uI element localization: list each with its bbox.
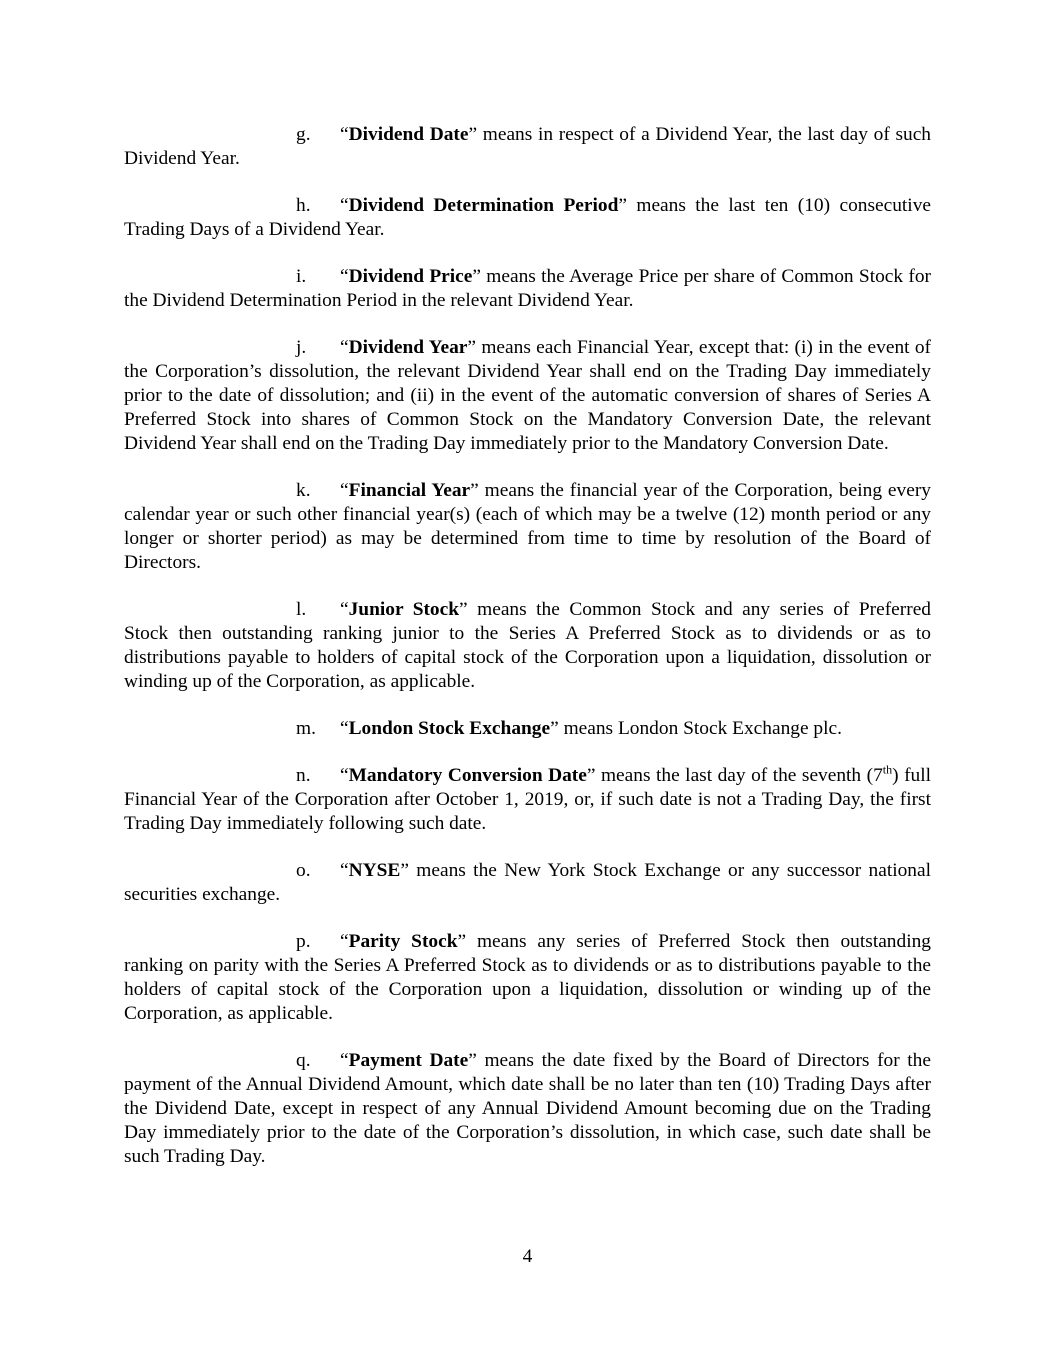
definition-m bbox=[124, 717, 931, 741]
definition-n bbox=[124, 764, 931, 836]
definition-letter: g. bbox=[296, 124, 311, 145]
close-quote: ” bbox=[470, 480, 479, 501]
defined-term: Financial Year bbox=[348, 480, 471, 501]
open-quote: “ bbox=[340, 599, 349, 620]
open-quote: “ bbox=[340, 860, 349, 881]
definition-l bbox=[124, 598, 931, 694]
defined-term: Parity Stock bbox=[348, 931, 458, 952]
definition-i bbox=[124, 265, 931, 313]
definition-letter: o. bbox=[296, 860, 311, 881]
defined-term: Dividend Determination Period bbox=[348, 195, 619, 216]
definition-letter: l. bbox=[296, 599, 307, 620]
definition-text-continued: ) full Financial Year of the Corporation after October 1, 2019, or, if such date is not a Trading Day, the first Trading Day immediately following such date. bbox=[124, 765, 931, 834]
definition-text: means the last day of the seventh (7 bbox=[595, 765, 883, 786]
definition-q bbox=[124, 1049, 931, 1169]
definition-letter: p. bbox=[296, 931, 311, 952]
definition-text: means the Average Price per share of Common Stock for the Dividend Determination Period in the relevant Dividend Year. bbox=[124, 266, 931, 311]
document-body bbox=[124, 123, 931, 1192]
defined-term: Payment Date bbox=[348, 1050, 469, 1071]
open-quote: “ bbox=[340, 124, 349, 145]
definition-j bbox=[124, 336, 931, 456]
open-quote: “ bbox=[340, 266, 349, 287]
close-quote: ” bbox=[400, 860, 409, 881]
defined-term: NYSE bbox=[348, 860, 401, 881]
definition-letter: i. bbox=[296, 266, 307, 287]
close-quote: ” bbox=[468, 124, 478, 145]
open-quote: “ bbox=[340, 765, 349, 786]
open-quote: “ bbox=[340, 931, 349, 952]
defined-term: Junior Stock bbox=[348, 599, 460, 620]
definition-letter: n. bbox=[296, 765, 311, 786]
defined-term: Dividend Year bbox=[348, 337, 468, 358]
definition-letter: h. bbox=[296, 195, 311, 216]
definition-k bbox=[124, 479, 931, 575]
definition-text: means the date fixed by the Board of Directors for the payment of the Annual Dividend Amount, which date shall be no later than ten (10) Trading Days after the Dividend Date, except in respect of any Annual Dividend Amount becoming due on the Trading Day immediately prior to the date of the Corporation’s dissolution, in which case, such date shall be such Trading Day. bbox=[124, 1050, 931, 1167]
close-quote: ” bbox=[467, 337, 477, 358]
open-quote: “ bbox=[340, 195, 349, 216]
definition-text: means each Financial Year, except that: (i) in the event of the Corporation’s dissolution, the relevant Dividend Year shall end on the Trading Day immediately prior to the date of dissolution; and (ii) in the event of the automatic conversion of shares of Series A Preferred Stock into shares of Common Stock on the Mandatory Conversion Date, the relevant Dividend Year shall end on the Trading Day immediately prior to the Mandatory Conversion Date. bbox=[124, 337, 931, 454]
definition-letter: m. bbox=[296, 718, 316, 739]
page-number: 4 bbox=[522, 1246, 533, 1267]
defined-term: Mandatory Conversion Date bbox=[348, 765, 587, 786]
definition-text: means in respect of a Dividend Year, the last day of such Dividend Year. bbox=[124, 124, 932, 169]
close-quote: ” bbox=[550, 718, 559, 739]
definition-text: means any series of Preferred Stock then outstanding ranking on parity with the Series A Preferred Stock as to dividends or as to distributions payable to the holders of capital stock of the Corporation upon a liquidation, dissolution or winding up of the Corporation, as applicable. bbox=[124, 931, 931, 1024]
open-quote: “ bbox=[340, 1050, 349, 1071]
close-quote: ” bbox=[457, 931, 467, 952]
definition-p bbox=[124, 930, 931, 1026]
close-quote: ” bbox=[472, 266, 481, 287]
definition-letter: j. bbox=[296, 337, 307, 358]
definition-text: means London Stock Exchange plc. bbox=[558, 718, 842, 739]
open-quote: “ bbox=[340, 480, 349, 501]
close-quote: ” bbox=[586, 765, 596, 786]
definition-o bbox=[124, 859, 931, 907]
definition-text: means the New York Stock Exchange or any successor national securities exchange. bbox=[124, 860, 931, 905]
open-quote: “ bbox=[340, 718, 349, 739]
ordinal-superscript: th bbox=[882, 762, 893, 777]
definition-letter: q. bbox=[296, 1050, 311, 1071]
definition-h bbox=[124, 194, 931, 242]
close-quote: ” bbox=[468, 1050, 477, 1071]
definition-text: means the Common Stock and any series of Preferred Stock then outstanding ranking junior to the Series A Preferred Stock as to dividends or as to distributions payable to holders of capital stock of the Corporation upon a liquidation, dissolution or winding up of the Corporation, as applicable. bbox=[124, 599, 931, 692]
definition-text: means the last ten (10) consecutive Trading Days of a Dividend Year. bbox=[124, 195, 931, 240]
defined-term: London Stock Exchange bbox=[348, 718, 551, 739]
definition-text: means the financial year of the Corporation, being every calendar year or such other financial year(s) (each of which may be a twelve (12) month period or any longer or shorter period) as may be determined from time to time by resolution of the Board of Directors. bbox=[124, 480, 931, 573]
defined-term: Dividend Price bbox=[348, 266, 473, 287]
definition-g bbox=[124, 123, 931, 171]
close-quote: ” bbox=[618, 195, 627, 216]
open-quote: “ bbox=[340, 337, 349, 358]
close-quote: ” bbox=[459, 599, 468, 620]
defined-term: Dividend Date bbox=[348, 124, 469, 145]
definition-letter: k. bbox=[296, 480, 311, 501]
